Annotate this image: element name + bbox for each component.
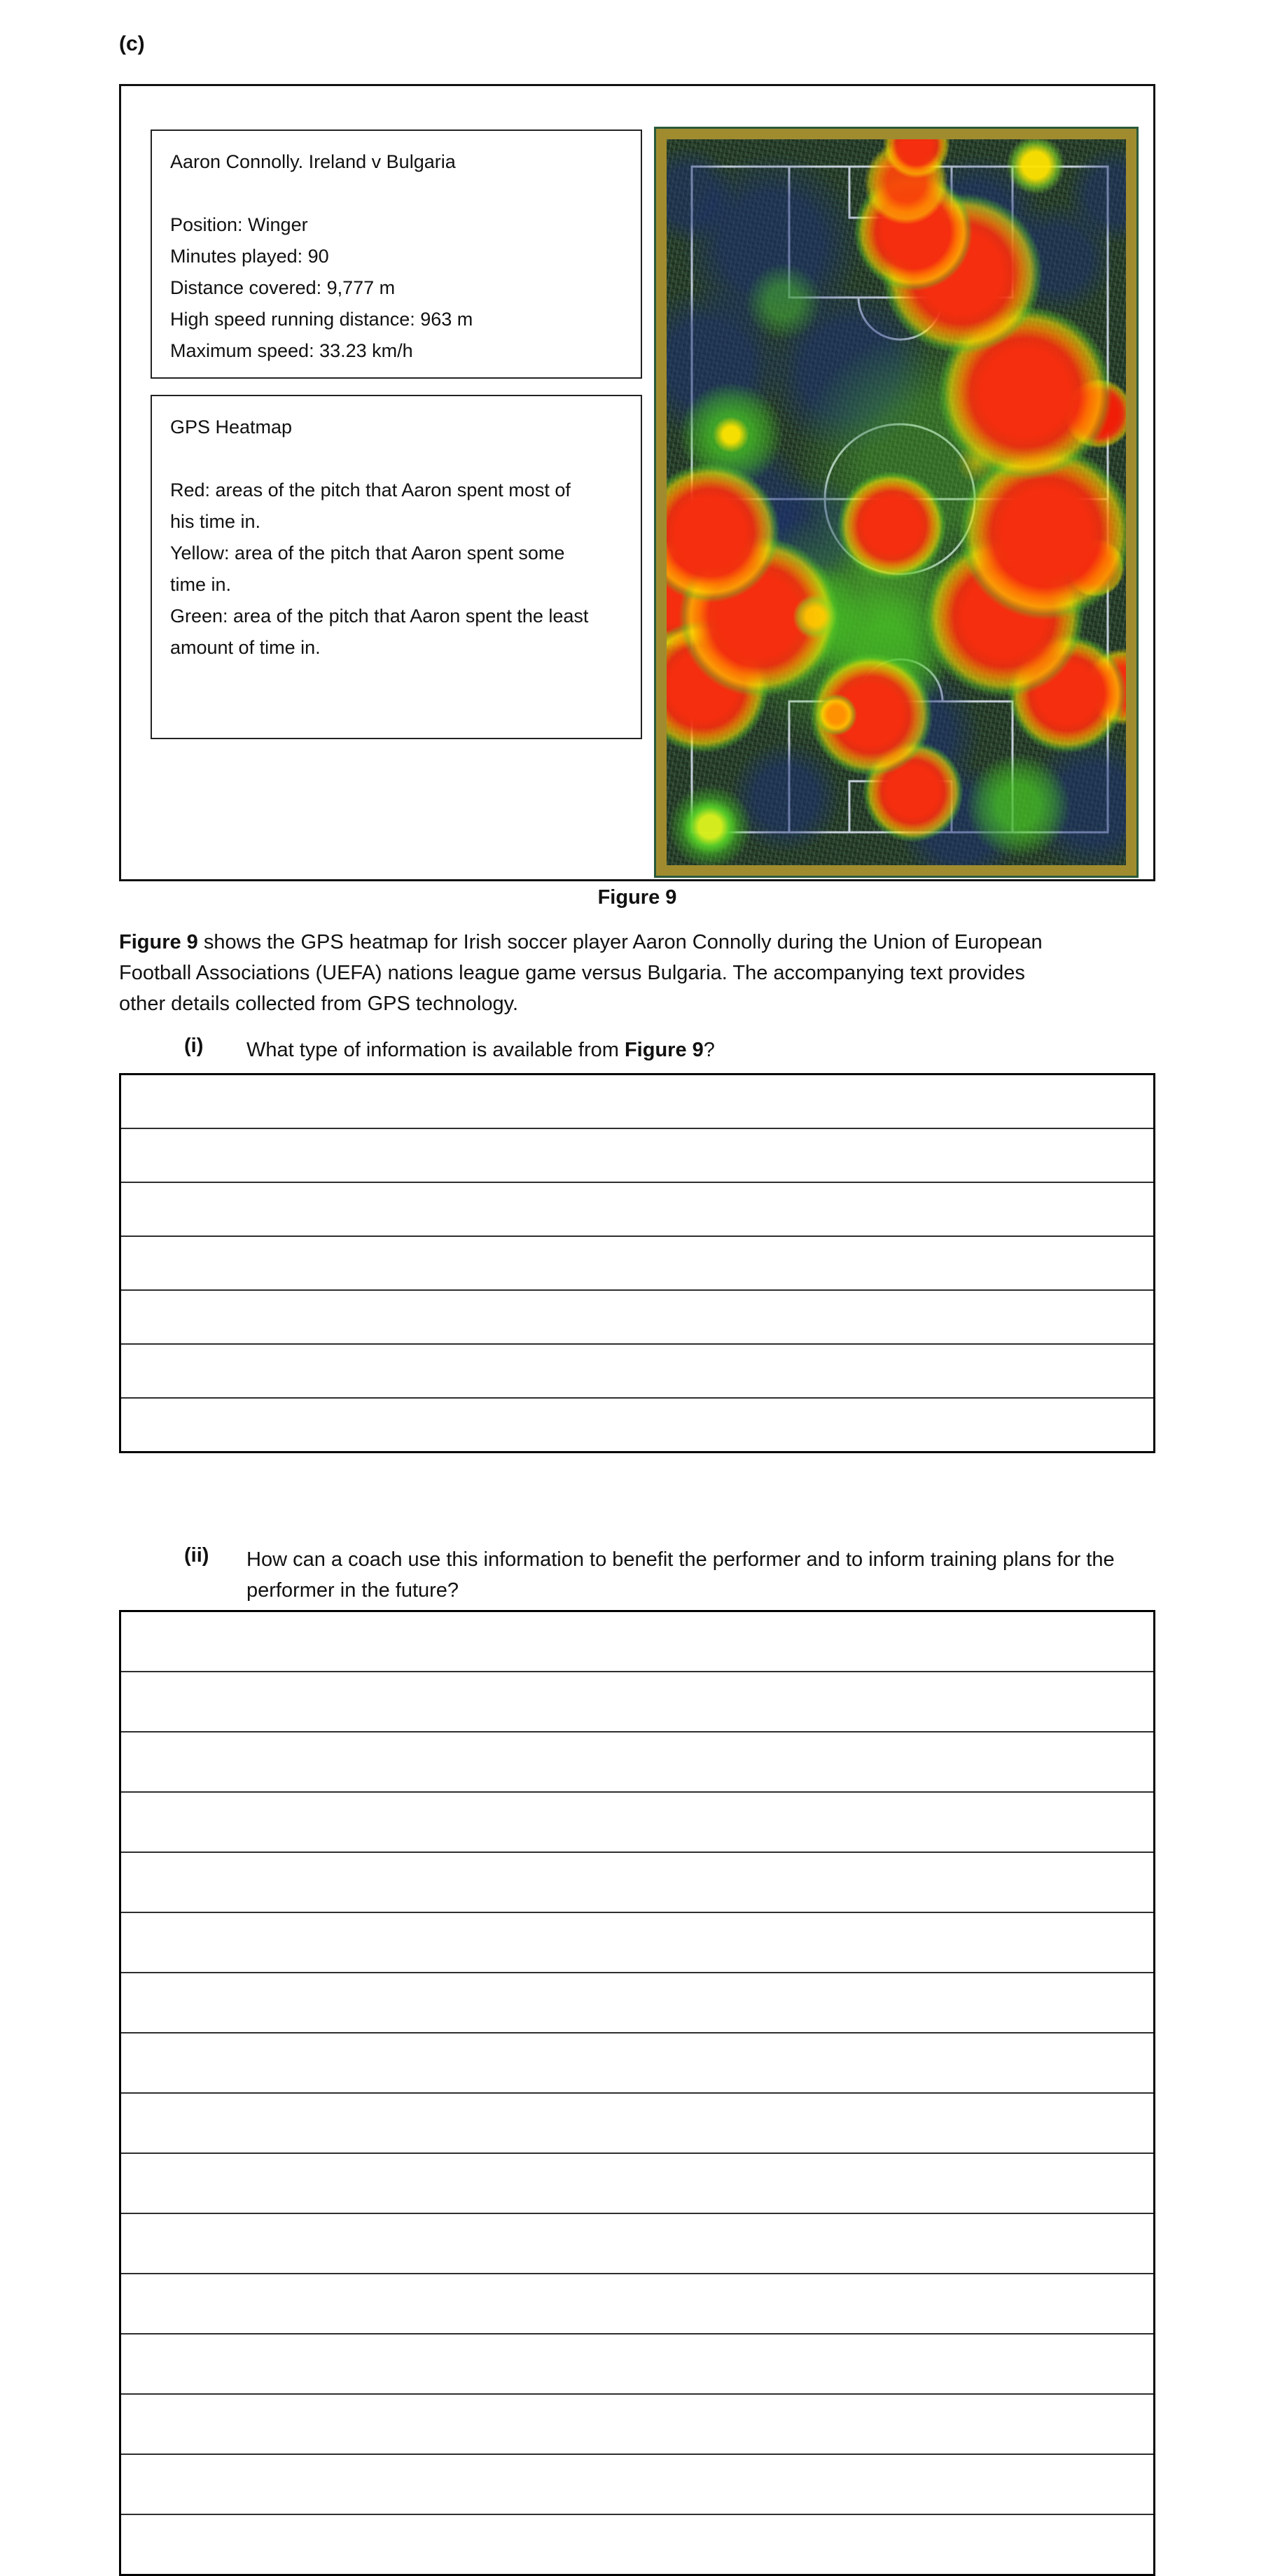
question-i-pre: What type of information is available from: [246, 1039, 625, 1061]
answer-line[interactable]: [121, 1289, 1153, 1343]
answer-line[interactable]: [121, 1236, 1153, 1289]
answer-line[interactable]: [121, 2092, 1153, 2152]
stat-max-speed: Maximum speed: 33.23 km/h: [170, 340, 413, 361]
answer-line[interactable]: [121, 1612, 1153, 1671]
answer-line[interactable]: [121, 1731, 1153, 1791]
answer-line[interactable]: [121, 2032, 1153, 2092]
answer-line[interactable]: [121, 1343, 1153, 1397]
stat-hsr-distance: High speed running distance: 963 m: [170, 309, 473, 330]
answer-line[interactable]: [121, 2213, 1153, 2273]
answer-box-question-ii[interactable]: [119, 1610, 1155, 2576]
answer-line[interactable]: [121, 2514, 1153, 2574]
part-label: (c): [119, 32, 145, 55]
answer-line[interactable]: [121, 1851, 1153, 1912]
legend-yellow: Yellow: area of the pitch that Aaron spent some time in.: [170, 542, 565, 595]
description-text: shows the GPS heatmap for Irish soccer player Aaron Connolly during the Union of European Football Associations (UEFA) nations league game versus Bulgaria. The accompanying text provides other details collected from GPS technology.: [119, 931, 1043, 1015]
figure-caption: Figure 9: [597, 886, 677, 909]
answer-line[interactable]: [121, 1912, 1153, 1972]
description-bold-ref: Figure 9: [119, 931, 198, 953]
question-i-post: ?: [703, 1039, 715, 1061]
question-i-number: (i): [184, 1035, 204, 1057]
question-i-figure-ref: Figure 9: [624, 1039, 704, 1061]
answer-line[interactable]: [121, 2152, 1153, 2213]
stat-position: Position: Winger: [170, 214, 308, 235]
answer-line[interactable]: [121, 1182, 1153, 1236]
stat-distance: Distance covered: 9,777 m: [170, 277, 396, 298]
figure-description: [119, 927, 1061, 1019]
player-stats-box: [151, 130, 642, 379]
answer-line[interactable]: [121, 2454, 1153, 2514]
gps-heatmap-image: [656, 129, 1136, 876]
figure-frame: [119, 84, 1155, 881]
answer-box-question-i[interactable]: [119, 1073, 1155, 1453]
answer-line[interactable]: [121, 2393, 1153, 2454]
heat-overlay: [667, 139, 1126, 865]
answer-line[interactable]: [121, 1671, 1153, 1731]
answer-line[interactable]: [121, 1972, 1153, 2032]
answer-line[interactable]: [121, 1075, 1153, 1128]
answer-line[interactable]: [121, 1397, 1153, 1451]
legend-title: GPS Heatmap: [170, 416, 293, 438]
stats-title: Aaron Connolly. Ireland v Bulgaria: [170, 151, 456, 172]
answer-line[interactable]: [121, 1128, 1153, 1182]
question-ii-number: (ii): [184, 1544, 209, 1567]
answer-line[interactable]: [121, 1791, 1153, 1851]
soccer-pitch: [667, 139, 1126, 865]
legend-red: Red: areas of the pitch that Aaron spent most of his time in.: [170, 479, 571, 532]
question-i-text: [246, 1035, 1115, 1065]
question-ii-text: How can a coach use this information to benefit the performer and to inform training plans for the performer in the future?: [246, 1548, 1115, 1602]
answer-line[interactable]: [121, 2273, 1153, 2333]
answer-line[interactable]: [121, 2333, 1153, 2393]
legend-green: Green: area of the pitch that Aaron spent the least amount of time in.: [170, 606, 589, 658]
stat-minutes: Minutes played: 90: [170, 246, 329, 267]
heatmap-legend-box: [151, 395, 642, 739]
